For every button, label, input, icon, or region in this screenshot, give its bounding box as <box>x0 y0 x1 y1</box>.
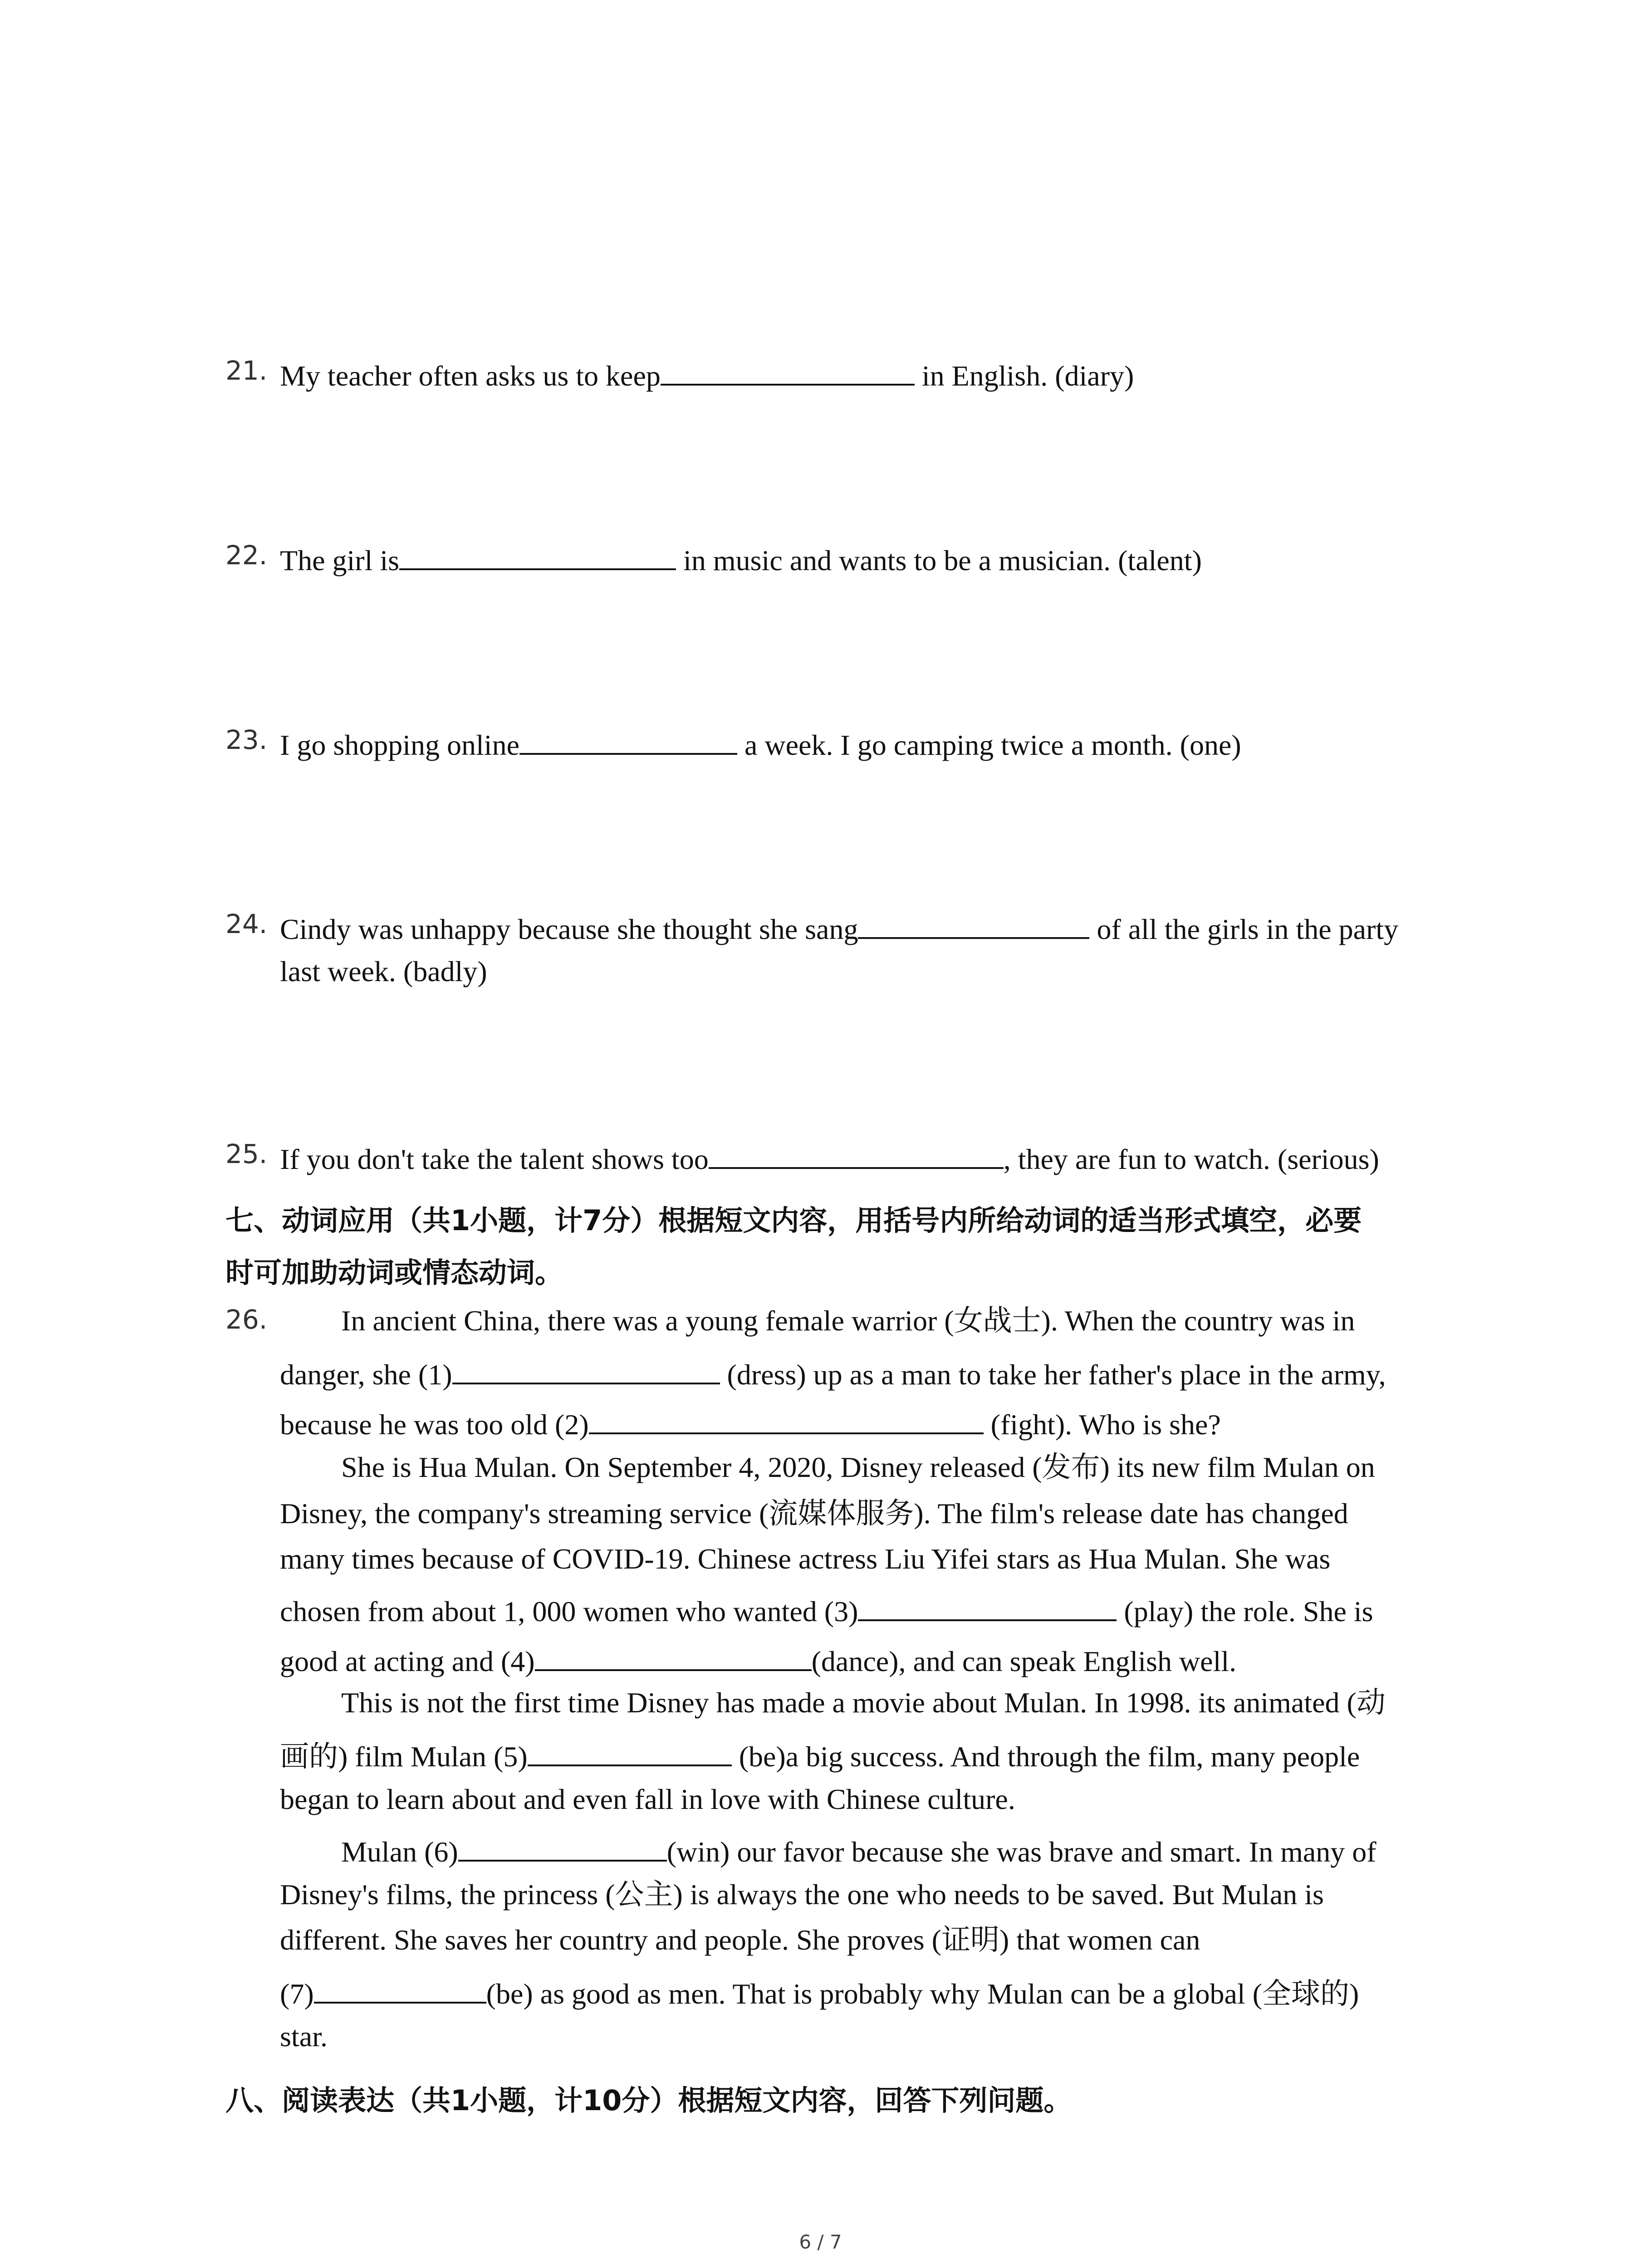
question-text: If you don't take the talent shows too <box>280 1143 709 1175</box>
question-number: 24. <box>225 909 268 939</box>
answer-blank-23[interactable] <box>519 727 737 755</box>
question-text: Cindy was unhappy because she thought she sang <box>280 913 858 945</box>
passage-26-line-7: chosen from about 1, 000 women who wanted (3) (play) the role. She is <box>280 1593 1373 1626</box>
passage-26-line-6: many times because of COVID-19. Chinese actress Liu Yifei stars as Hua Mulan. She was <box>280 1543 1331 1575</box>
question-number: 22. <box>225 540 268 571</box>
question-text: The girl is <box>280 544 400 577</box>
answer-blank-1[interactable] <box>452 1356 720 1384</box>
answer-blank-3[interactable] <box>858 1593 1117 1621</box>
answer-blank-24[interactable] <box>858 911 1089 939</box>
answer-blank-4[interactable] <box>535 1643 812 1671</box>
passage-26-line-13: Disney's films, the princess (公主) is always the one who needs to be saved. But Mulan is <box>280 1878 1324 1911</box>
section-8-heading: 八、阅读表达（共1小题，计10分）根据短文内容，回答下列问题。 <box>225 2084 1072 2117</box>
section-7-heading-cont: 时可加助动词或情态动词。 <box>225 1256 563 1289</box>
question-text: I go shopping online <box>280 729 519 761</box>
answer-blank-2[interactable] <box>589 1406 984 1434</box>
passage-26-line-10: 画的) film Mulan (5) (be)a big success. And through the film, many people <box>280 1738 1360 1771</box>
passage-26-line-14: different. She saves her country and people. She proves (证明) that women can <box>280 1924 1200 1956</box>
answer-blank-22[interactable] <box>399 542 676 570</box>
passage-26-line-4: She is Hua Mulan. On September 4, 2020, Disney released (发布) its new film Mulan on <box>341 1451 1375 1483</box>
answer-blank-21[interactable] <box>661 357 915 386</box>
question-text: My teacher often asks us to keep <box>280 360 661 392</box>
section-7-heading: 七、动词应用（共1小题，计7分）根据短文内容，用括号内所给动词的适当形式填空，必要 <box>225 1204 1362 1237</box>
question-hint: a week. I go camping twice a month. (one) <box>737 729 1241 761</box>
question-number: 25. <box>225 1139 268 1169</box>
passage-26-line-3: because he was too old (2) (fight). Who is she? <box>280 1406 1221 1439</box>
passage-26-line-12: Mulan (6) (win) our favor because she was brave and smart. In many of <box>341 1833 1376 1867</box>
passage-26-line-15: (7) (be) as good as men. That is probably why Mulan can be a global (全球的) <box>280 1975 1359 2009</box>
question-24-continuation: last week. (badly) <box>280 955 487 987</box>
answer-blank-7[interactable] <box>314 1975 486 2004</box>
answer-blank-6[interactable] <box>458 1833 667 1862</box>
passage-26-line-16: star. <box>280 2020 328 2053</box>
question-number: 23. <box>225 724 268 755</box>
question-number: 26. <box>225 1304 268 1335</box>
answer-blank-25[interactable] <box>709 1141 1004 1169</box>
passage-26-line-5: Disney, the company's streaming service (流媒体服务). The film's release date has changed <box>280 1497 1348 1530</box>
passage-26-line-2: danger, she (1) (dress) up as a man to take her father's place in the army, <box>280 1356 1386 1389</box>
question-number: 21. <box>225 355 268 386</box>
question-hint: in music and wants to be a musician. (talent) <box>676 544 1202 577</box>
question-hint: , they are fun to watch. (serious) <box>1003 1143 1379 1175</box>
passage-26-line-8: good at acting and (4) (dance), and can speak English well. <box>280 1643 1236 1676</box>
answer-blank-5[interactable] <box>528 1738 732 1766</box>
passage-26-line-9: This is not the first time Disney has made a movie about Mulan. In 1998. its animated (动 <box>341 1686 1386 1719</box>
page-number: 6 / 7 <box>799 2231 842 2253</box>
question-hint: in English. (diary) <box>914 360 1134 392</box>
passage-26-line-11: began to learn about and even fall in love with Chinese culture. <box>280 1783 1015 1815</box>
question-hint: of all the girls in the party <box>1089 913 1399 945</box>
